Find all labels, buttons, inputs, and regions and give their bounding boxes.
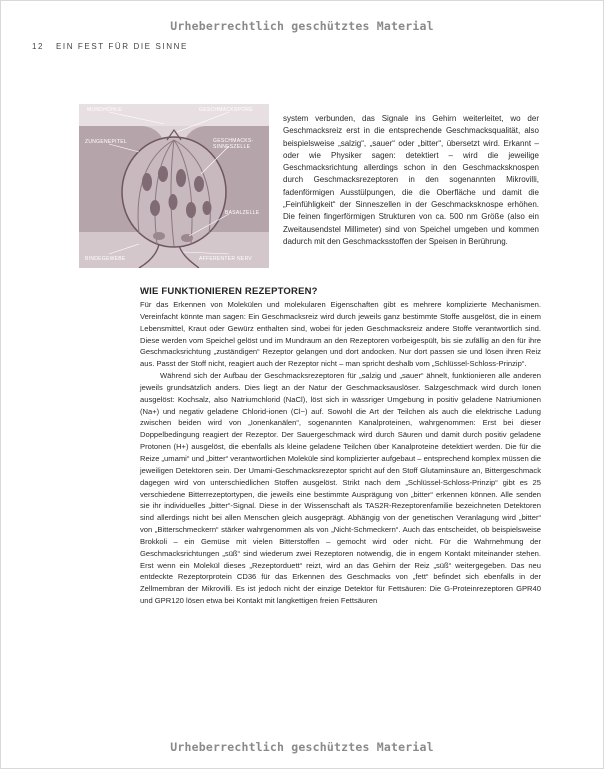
nucleus xyxy=(169,194,178,210)
label-mundhoehle: MUNDHÖHLE xyxy=(87,107,122,113)
label-afferenter-nerv: AFFERENTER NERV xyxy=(199,256,253,262)
label-sinneszelle-2: SINNESZELLE xyxy=(213,144,251,150)
page-number: 12 xyxy=(32,42,45,51)
taste-bud-diagram xyxy=(79,104,269,268)
taste-bud xyxy=(122,137,226,247)
nucleus xyxy=(150,200,160,216)
label-geschmackspore: GESCHMACKSPORE xyxy=(199,107,253,113)
nucleus xyxy=(158,166,168,182)
body-text xyxy=(140,299,541,607)
body-paragraph-2: Während sich der Aufbau der Geschmacksrezeptoren für „salzig und „sauer“ ähnelt, funktionieren alle anderen jeweils grundsätzlich anders. Dies liegt an der Natur der Geschmacksauslöser. Salzgeschmack wird durch Ionen ausgelöst: Kochsalz, also Natriumchlorid (NaCl), löst sich in wässriger Umgebung in positiv geladene Natriumionen (Na+) und negativ geladene Chlorid-ionen (Cl−) auf. Sowohl die Art der Teilchen als auch die elektrische Ladung zwischen beiden wird von „Ionenkanälen“, sogenannten Kanalproteinen, wahrgenommen: Erst bei dieser Doppelbedingung reagiert der Rezeptor. Der Sauergeschmack wird durch Säuren und damit durch positiv geladene Protonen (H+) ausgelöst, die ebenfalls als kleine geladene Teilchen über Kanalproteine detektiert werden. Die für die Reize „umami“ und „bitter“ verantwortlichen Moleküle sind komplizierter aufgebaut – entsprechend komplex müssen die jeweiligen Detektoren sein. Der Umami-Geschmacksrezeptor spricht auf den Stoff Glutaminsäure an, Bittergeschmack dagegen wird von unterschiedlichen Stoffen ausgelöst. Strikt nach dem „Schlüssel-Schloss-Prinzip“ gibt es 25 verschiedene Bitterrezeptortypen, die jeweils eine bestimmte Ausprägung von „bitter“ erkennen können. Alle senden sie ihr individuelles „bitter“-Signal. Diese in der Wissenschaft als TAS2R-Rezeptorenfamilie bezeichneten Detektoren sind allerdings nicht bei allen Menschen gleich ausgeprägt. Abhängig von der genetischen Veranlagung wird „bitter“ von „Bitterschmeckern“ stärker wahrgenommen als von „Nicht-Schmeckern“. Auch das entscheidet, ob beispielsweise Brokkoli – ein Gemüse mit vielen Bitterstoffen – gemocht wird oder nicht. Für die Wahrnehmung der Geschmacksrichtungen „süß“ sind wiederum zwei Rezeptoren notwendig, die in engem Kontakt miteinander stehen. Erst wenn ein Molekül dieses „Rezeptorduett“ reizt, wird an das Gehirn der Reiz „süß“ weitergegeben. Das neu entdeckte Rezeptorprotein CD36 für das Erkennen des Geschmacks von „fett“ befindet sich ebenfalls in der Zellmembran der Mikrovilli. Es ist jedoch nicht der einzige Detektor für Fettsäuren: Die G-Proteinrezeptoren GPR40 und GPR120 lösen etwa bei Kontakt mit langkettigen freien Fettsäuren xyxy=(140,371,541,606)
side-paragraph: system verbunden, das Signale ins Gehirn weiterleitet, wo der Geschmacksreiz erst in die entsprechende Geschmacksqualität, also beispielsweise „salzig“, „sauer“ oder „bitter“, übersetzt wird. Erkannt – oder wie Physiker sagen: detektiert – wird die jeweilige Geschmacksrichtung allerdings schon in den Geschmacksknospen durch Geschmacksrezeptoren in den sogenannten Mikrovilli, fadenförmigen Ausstülpungen, die die Oberfläche und damit die „Feinfühligkeit“ der Sinneszellen in der Geschmacksknospe erhöhen. Die feinen fingerförmigen Strukturen von ca. 500 nm Größe (also ein Zweitausendstel Millimeter) sind von Speichel umgeben und kommen dadurch mit den Geschmacksstoffen der Speisen in Berührung. xyxy=(283,114,539,246)
nucleus xyxy=(142,173,152,191)
nucleus xyxy=(203,201,212,215)
nucleus xyxy=(186,202,196,218)
label-basalzelle: BASALZELLE xyxy=(225,210,260,216)
basal-cell xyxy=(153,232,165,240)
side-column-text xyxy=(283,113,539,248)
running-header xyxy=(32,42,188,51)
taste-bud-illustration xyxy=(79,104,269,268)
section-heading: WIE FUNKTIONIEREN REZEPTOREN? xyxy=(140,286,318,297)
running-title: EIN FEST FÜR DIE SINNE xyxy=(55,42,188,51)
nucleus xyxy=(176,169,186,187)
body-paragraph-1: Für das Erkennen von Molekülen und molekularen Eigenschaften gibt es mehrere komplizierte Mechanismen. Vereinfacht könnte man sagen: Ein Geschmacksreiz wird durch jeweils ganz bestimmte Stoffe ausgelöst, die in einem Lebensmittel, Kraut oder Gewürz enthalten sind, wobei für jeden Geschmacksreiz andere Stoffe verantwortlich sind. Diese werden vom Speichel gelöst und im Mundraum an den Rezeptoren vorbeigespült, bis sie zufällig an den für ihre Geschmacksrichtung „zuständigen“ Rezeptor gelangen und dort andocken. Nur dort passen sie und lösen ihren Reiz aus. Passt der Stoff nicht, reagiert auch der Rezeptor nicht – man spricht deshalb vom „Schlüssel-Schloss-Prinzip“. xyxy=(140,300,541,369)
watermark-top: Urheberrechtlich geschütztes Material xyxy=(170,19,434,33)
label-zungenepitel: ZUNGENEPITEL xyxy=(85,139,127,145)
nucleus xyxy=(194,176,204,192)
label-sinneszelle-1: GESCHMACKS- xyxy=(213,138,254,144)
watermark-bottom: Urheberrechtlich geschütztes Material xyxy=(170,740,434,754)
basal-cell xyxy=(181,234,193,242)
label-bindegewebe: BINDEGEWEBE xyxy=(85,256,126,262)
